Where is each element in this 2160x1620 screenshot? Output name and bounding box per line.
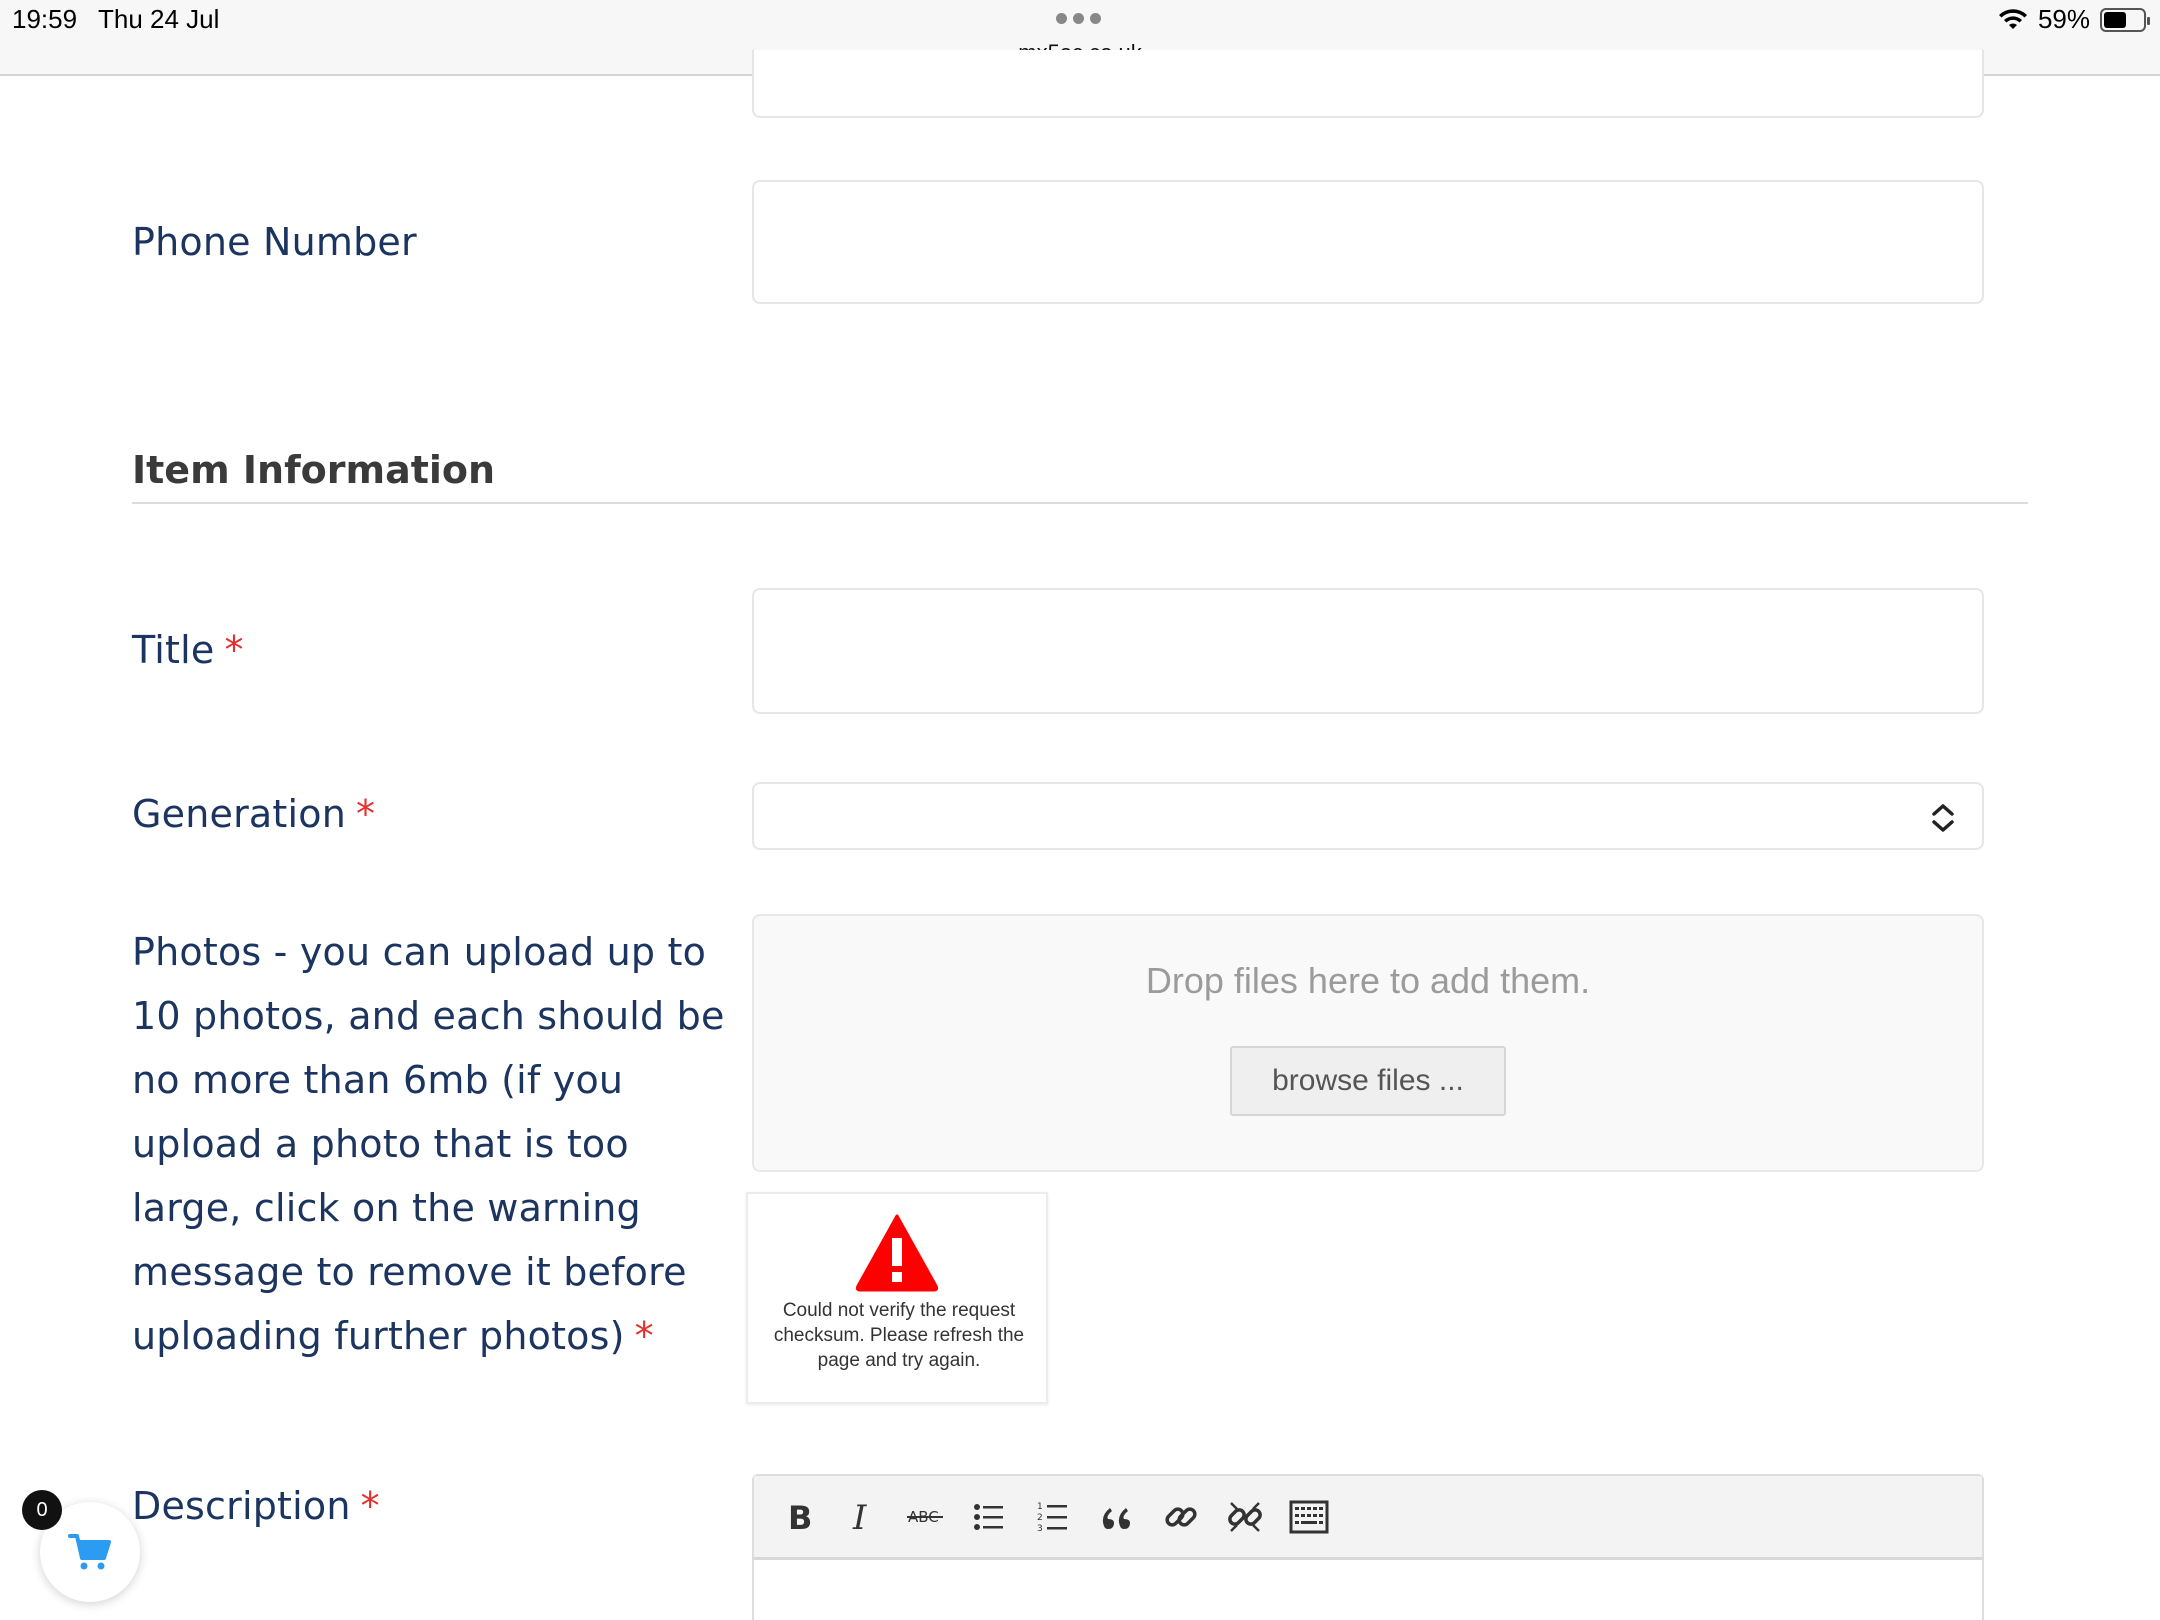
dropzone-hint: Drop files here to add them.	[1145, 960, 1591, 1001]
svg-text:2: 2	[1037, 1512, 1043, 1523]
required-marker: *	[634, 1314, 654, 1358]
browse-files-button[interactable]: browse files ...	[1230, 1046, 1506, 1116]
section-title: Item Information	[132, 448, 496, 492]
phone-number-input[interactable]	[752, 180, 1984, 304]
title-label: Title *	[132, 628, 244, 672]
required-marker: *	[224, 628, 244, 672]
required-marker: *	[356, 792, 376, 836]
upload-error-message: Could not verify the request checksum. Please refresh the page and try again.	[773, 1300, 1025, 1371]
photo-dropzone[interactable]	[752, 914, 1984, 1172]
description-editor[interactable]	[752, 1474, 1984, 1620]
required-marker: *	[360, 1484, 380, 1528]
svg-text:B: B	[788, 1499, 812, 1534]
battery-icon	[2100, 8, 2146, 32]
italic-icon[interactable]	[834, 1490, 888, 1544]
wifi-icon	[1998, 8, 2028, 32]
section-divider	[132, 502, 2028, 504]
svg-text:I: I	[853, 1499, 867, 1534]
cart-count-badge: 0	[22, 1490, 62, 1530]
description-label: Description *	[132, 1484, 380, 1528]
cart-icon	[68, 1532, 112, 1572]
status-indicators	[1998, 4, 2146, 35]
title-input[interactable]	[752, 588, 1984, 714]
svg-text:1: 1	[1037, 1501, 1043, 1512]
battery-percentage: 59%	[2037, 4, 2090, 34]
warning-icon	[854, 1212, 940, 1292]
clock: 19:59	[12, 4, 78, 34]
date: Thu 24 Jul	[98, 4, 220, 34]
photos-label: Photos - you can upload up to 10 photos, and each should be no more than 6mb (if you upload a photo that is too large, click on the warning message to remove it before uploading further photos) *	[132, 930, 725, 1358]
upload-error-card[interactable]	[746, 1192, 1048, 1404]
unlink-icon[interactable]	[1218, 1490, 1272, 1544]
editor-toolbar	[754, 1476, 1982, 1560]
numbered-list-icon[interactable]	[1026, 1490, 1080, 1544]
previous-input-field[interactable]	[752, 50, 1984, 118]
multitasking-dots-icon[interactable]	[1056, 13, 1101, 24]
bullet-list-icon[interactable]	[962, 1490, 1016, 1544]
phone-number-label: Phone Number	[132, 220, 417, 264]
link-icon[interactable]	[1154, 1490, 1208, 1544]
generation-select[interactable]	[752, 782, 1984, 850]
strikethrough-icon[interactable]	[898, 1490, 952, 1544]
keyboard-icon[interactable]	[1282, 1490, 1336, 1544]
bold-icon[interactable]	[770, 1490, 824, 1544]
chevron-up-down-icon	[1930, 802, 1956, 834]
quote-icon[interactable]	[1090, 1490, 1144, 1544]
generation-label: Generation *	[132, 792, 376, 836]
svg-text:ABC: ABC	[908, 1507, 939, 1526]
svg-text:3: 3	[1037, 1523, 1043, 1534]
